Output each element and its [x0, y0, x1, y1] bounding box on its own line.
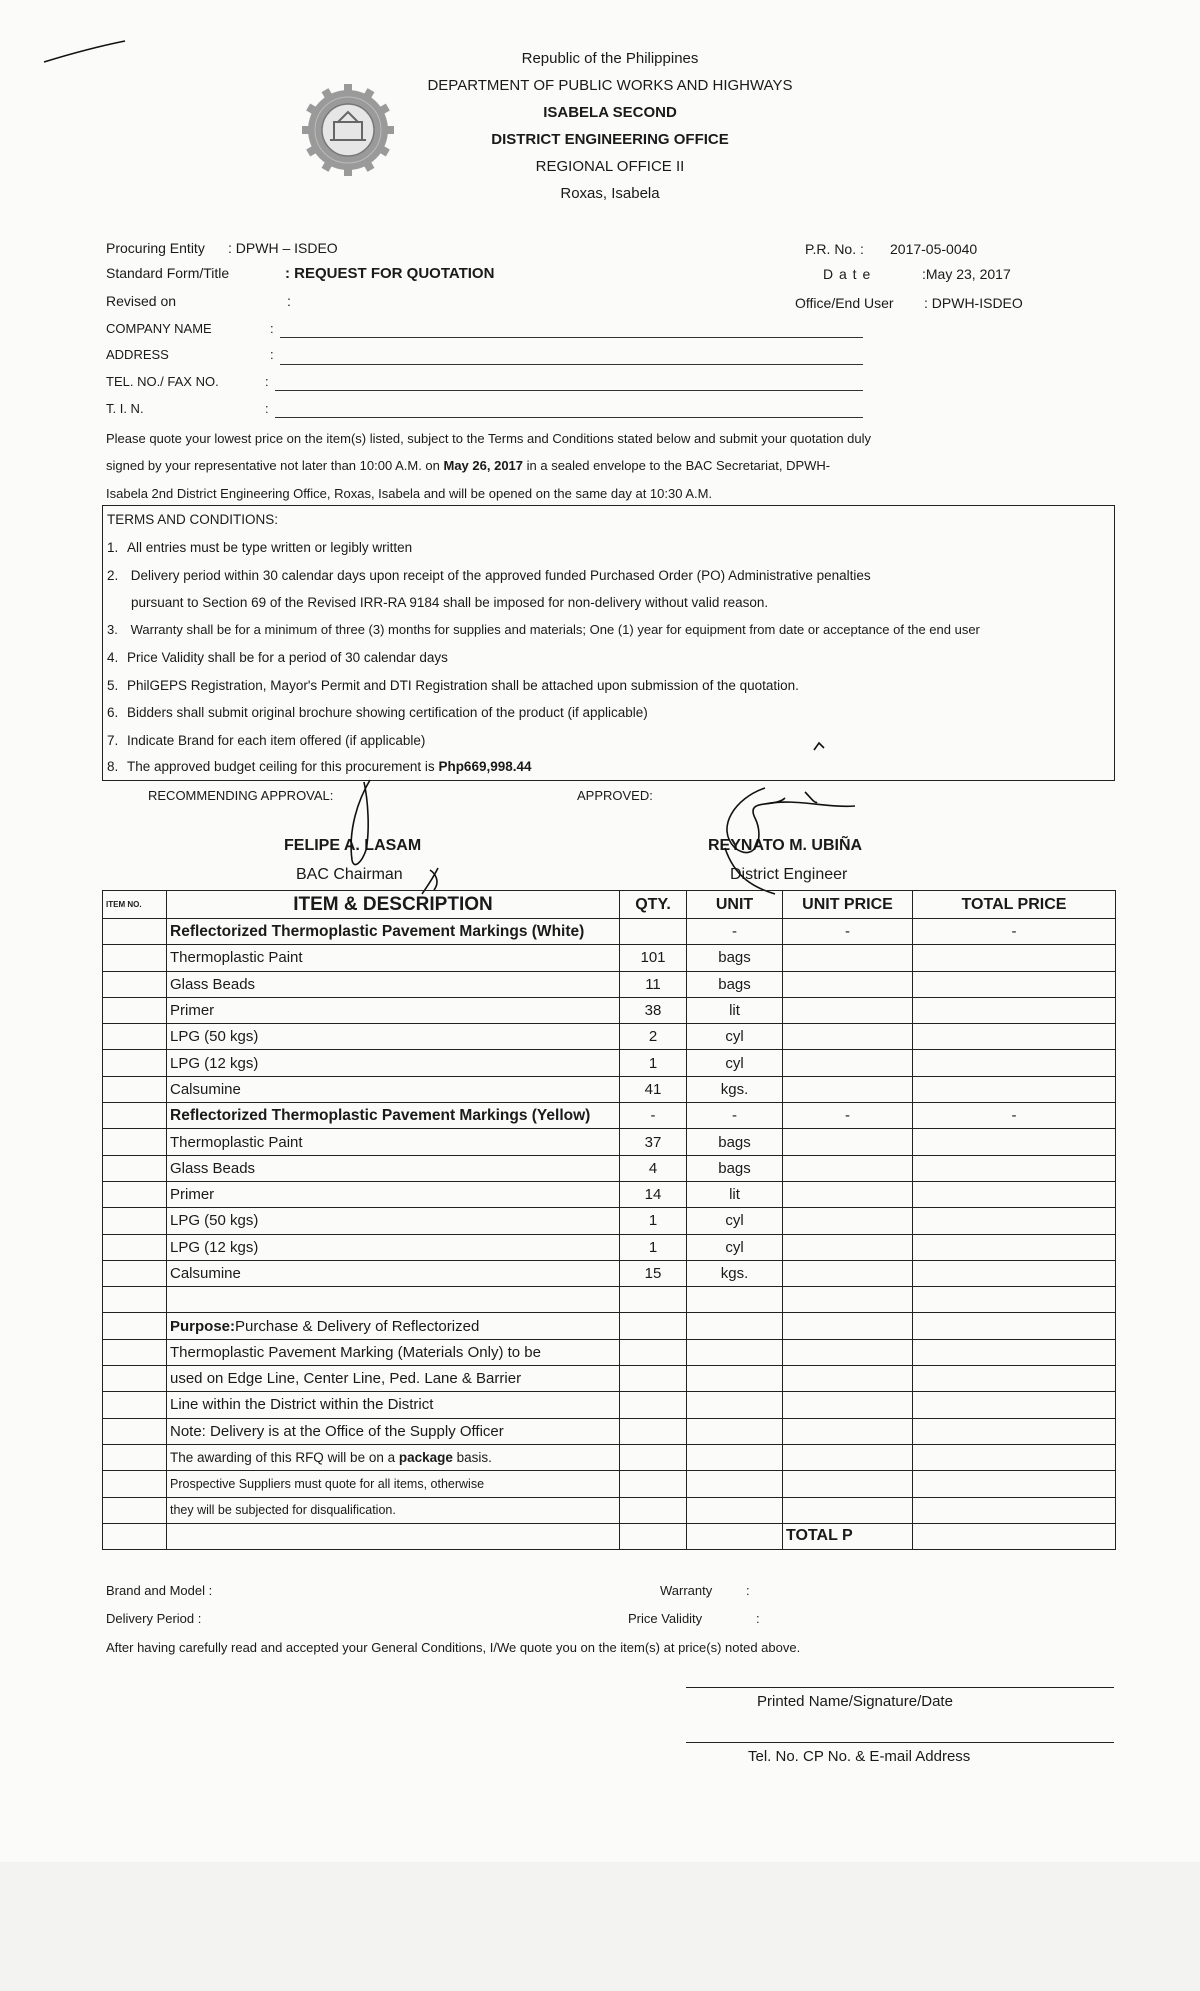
group-title-yellow: Reflectorized Thermoplastic Pavement Markings (Yellow) — [167, 1103, 620, 1129]
item-qty: 15 — [620, 1260, 687, 1286]
validity-label: Price Validity — [628, 1611, 703, 1626]
dash: - — [687, 919, 783, 945]
warranty-colon: : — [746, 1583, 750, 1598]
contact-caption: Tel. No. CP No. & E-mail Address — [748, 1748, 971, 1765]
item-desc: Calsumine — [167, 1076, 620, 1102]
item-desc: LPG (12 kgs) — [167, 1234, 620, 1260]
unit-price-cell[interactable] — [783, 1234, 913, 1260]
table-row — [103, 1260, 1116, 1286]
unit-price-cell[interactable] — [783, 1024, 913, 1050]
form-label: Standard Form/Title — [106, 265, 230, 281]
table-row — [103, 1155, 1116, 1181]
table-row — [103, 1024, 1116, 1050]
intro-line2-c: in a sealed envelope to the BAC Secretariat, DPWH- — [523, 458, 831, 473]
office-value: : DPWH-ISDEO — [924, 295, 1023, 311]
tel-label: TEL. NO./ FAX NO. — [106, 374, 219, 389]
recommender-name: FELIPE A. LASAM — [284, 837, 422, 854]
revised-label: Revised on — [106, 293, 177, 309]
table-row — [103, 1050, 1116, 1076]
date-value: :May 23, 2017 — [922, 266, 1011, 282]
total-price-cell[interactable] — [913, 1024, 1116, 1050]
header-isabela: ISABELA SECOND — [543, 104, 677, 121]
total-price-cell[interactable] — [913, 1076, 1116, 1102]
group-row-white — [103, 919, 1116, 945]
procuring-value: : DPWH – ISDEO — [228, 240, 338, 256]
terms-title: TERMS AND CONDITIONS: — [107, 512, 279, 527]
col-total-price: TOTAL PRICE — [913, 891, 1116, 919]
award-row — [103, 1444, 1116, 1470]
col-item-no: ITEM NO. — [103, 891, 167, 919]
warranty-label: Warranty — [660, 1583, 713, 1598]
table-row — [103, 1076, 1116, 1102]
table-row — [103, 1129, 1116, 1155]
item-unit: bags — [687, 1155, 783, 1181]
unit-price-cell[interactable] — [783, 971, 913, 997]
procuring-label: Procuring Entity — [106, 240, 205, 256]
purpose-line4: Line within the District within the District — [167, 1392, 620, 1418]
delivery-label: Delivery Period : — [106, 1611, 202, 1626]
term-4-text: Price Validity shall be for a period of 30 calendar days — [127, 650, 448, 665]
total-price-cell[interactable] — [913, 1129, 1116, 1155]
unit-price-cell[interactable] — [783, 1155, 913, 1181]
signature-caption: Printed Name/Signature/Date — [757, 1693, 953, 1710]
terms-box — [102, 505, 1115, 781]
purpose-row — [103, 1313, 1116, 1339]
term-2-text-b: pursuant to Section 69 of the Revised IRR-RA 9184 shall be imposed for non-delivery without valid reason. — [131, 595, 769, 610]
item-unit: lit — [687, 1181, 783, 1207]
revised-colon: : — [287, 293, 291, 309]
tin-colon: : — [265, 401, 269, 416]
award-c: basis. — [452, 1450, 492, 1466]
approved-label: APPROVED: — [577, 788, 653, 803]
item-unit: cyl — [687, 1050, 783, 1076]
pr-value: 2017-05-0040 — [890, 241, 978, 257]
col-unit-price: UNIT PRICE — [783, 891, 913, 919]
total-price-cell[interactable] — [913, 1260, 1116, 1286]
purpose-line3: used on Edge Line, Center Line, Ped. Lane & Barrier — [167, 1366, 620, 1392]
unit-price-cell[interactable] — [783, 945, 913, 971]
unit-price-cell[interactable] — [783, 1181, 913, 1207]
intro-line1: Please quote your lowest price on the item(s) listed, subject to the Terms and Conditions stated below and submit your quotation duly — [106, 431, 872, 446]
dash: - — [687, 1103, 783, 1129]
item-desc: Thermoplastic Paint — [167, 945, 620, 971]
item-desc: LPG (12 kgs) — [167, 1050, 620, 1076]
item-desc: Thermoplastic Paint — [167, 1129, 620, 1155]
total-label: TOTAL P — [783, 1523, 913, 1549]
unit-price-cell[interactable] — [783, 1208, 913, 1234]
purpose-row — [103, 1366, 1116, 1392]
intro-deadline: May 26, 2017 — [443, 458, 524, 473]
term-6-text: Bidders shall submit original brochure showing certification of the product (if applicable) — [127, 705, 648, 720]
item-qty: 2 — [620, 1024, 687, 1050]
item-unit: lit — [687, 997, 783, 1023]
award-note — [167, 1444, 620, 1470]
unit-price-cell[interactable] — [783, 997, 913, 1023]
item-desc: Primer — [167, 1181, 620, 1207]
pr-label: P.R. No. : — [805, 241, 864, 257]
item-qty: 11 — [620, 971, 687, 997]
item-unit: kgs. — [687, 1076, 783, 1102]
item-desc: LPG (50 kgs) — [167, 1208, 620, 1234]
table-row — [103, 945, 1116, 971]
total-price-cell[interactable] — [913, 945, 1116, 971]
item-unit: cyl — [687, 1024, 783, 1050]
unit-price-cell[interactable] — [783, 1260, 913, 1286]
purpose-row — [103, 1392, 1116, 1418]
item-desc: Calsumine — [167, 1260, 620, 1286]
item-desc: Primer — [167, 997, 620, 1023]
contact-line[interactable] — [686, 1742, 1114, 1743]
award-package: package — [398, 1450, 453, 1466]
dash: - — [620, 1103, 687, 1129]
address-colon: : — [270, 347, 274, 362]
approver-name: REYNATO M. UBIÑA — [708, 837, 863, 854]
unit-price-cell[interactable] — [783, 1076, 913, 1102]
unit-price-cell[interactable] — [783, 1050, 913, 1076]
term-5: 5. PhilGEPS Registration, Mayor's Permit and DTI Registration shall be attached upon submission of the quotation. — [107, 678, 799, 693]
term-5-text: PhilGEPS Registration, Mayor's Permit and DTI Registration shall be attached upon submission of the quotation. — [127, 678, 799, 693]
recommending-label: RECOMMENDING APPROVAL: — [148, 788, 334, 803]
dash: - — [783, 1103, 913, 1129]
total-price-cell[interactable] — [913, 997, 1116, 1023]
date-label: D a t e — [823, 266, 872, 282]
term-7-text: Indicate Brand for each item offered (if applicable) — [127, 733, 426, 748]
group-row-yellow — [103, 1103, 1116, 1129]
brand-label: Brand and Model : — [106, 1583, 213, 1598]
intro-line3: Isabela 2nd District Engineering Office, Roxas, Isabela and will be opened on the same day at 10:30 A.M. — [106, 486, 713, 501]
item-unit: kgs. — [687, 1260, 783, 1286]
table-row — [103, 1181, 1116, 1207]
dash: - — [913, 919, 1116, 945]
item-qty: 38 — [620, 997, 687, 1023]
purpose-line1: Purchase & Delivery of Reflectorized — [235, 1317, 480, 1335]
term-1: 1. All entries must be type written or legibly written — [107, 540, 413, 555]
prospective-row — [103, 1471, 1116, 1497]
items-table — [102, 890, 1116, 1550]
term-3-text: Warranty shall be for a minimum of three (3) months for supplies and materials; One (1) year for equipment from date or acceptance of the end user — [130, 622, 980, 637]
prospective-line2: they will be subjected for disqualification. — [167, 1497, 620, 1523]
term-8-text: The approved budget ceiling for this procurement is — [127, 759, 439, 774]
item-desc: LPG (50 kgs) — [167, 1024, 620, 1050]
company-label: COMPANY NAME — [106, 321, 212, 336]
col-description: ITEM & DESCRIPTION — [167, 891, 620, 919]
header-location: Roxas, Isabela — [560, 185, 660, 202]
col-unit: UNIT — [687, 891, 783, 919]
tel-colon: : — [265, 374, 269, 389]
approver-signature — [705, 778, 885, 898]
term-4: 4. Price Validity shall be for a period of 30 calendar days — [107, 650, 448, 665]
grand-total-cell[interactable] — [913, 1523, 1116, 1549]
total-price-cell[interactable] — [913, 1208, 1116, 1234]
item-qty: 1 — [620, 1234, 687, 1260]
dash: - — [783, 919, 913, 945]
pen-tick-mark — [812, 740, 826, 752]
delivery-note: Note: Delivery is at the Office of the Supply Officer — [167, 1418, 620, 1444]
term-6: 6. Bidders shall submit original brochure showing certification of the product (if applicable) — [107, 705, 648, 720]
signature-line[interactable] — [686, 1687, 1114, 1688]
total-row — [103, 1523, 1116, 1549]
header-republic: Republic of the Philippines — [521, 50, 699, 67]
term-8: 8. The approved budget ceiling for this procurement is Php669,998.44 — [107, 759, 532, 774]
intro-line2 — [106, 458, 830, 473]
table-header-row — [103, 891, 1116, 919]
col-qty: QTY. — [620, 891, 687, 919]
total-price-cell[interactable] — [913, 1234, 1116, 1260]
table-row — [103, 997, 1116, 1023]
acceptance-statement: After having carefully read and accepted your General Conditions, I/We quote you on the item(s) at price(s) noted above. — [106, 1640, 801, 1655]
approver-title: District Engineer — [730, 866, 848, 883]
item-unit: bags — [687, 971, 783, 997]
table-row — [103, 971, 1116, 997]
term-2: 2. Delivery period within 30 calendar days upon receipt of the approved funded Purchased Order (PO) Administrative penalties — [107, 568, 871, 583]
tin-label: T. I. N. — [106, 401, 144, 416]
purpose-line2: Thermoplastic Pavement Marking (Materials Only) to be — [167, 1339, 620, 1365]
intro-line2-a: signed by your representative not later than 10:00 A.M. on — [106, 458, 444, 473]
item-unit: bags — [687, 1129, 783, 1155]
blank-row — [103, 1287, 1116, 1313]
company-colon: : — [270, 321, 274, 336]
total-price-cell[interactable] — [913, 1181, 1116, 1207]
validity-colon: : — [756, 1611, 760, 1626]
header-regional: REGIONAL OFFICE II — [535, 158, 685, 175]
item-unit: bags — [687, 945, 783, 971]
item-desc: Glass Beads — [167, 1155, 620, 1181]
tel-field[interactable] — [275, 390, 863, 391]
total-price-cell[interactable] — [913, 1155, 1116, 1181]
prospective-line1: Prospective Suppliers must quote for all items, otherwise — [167, 1471, 620, 1497]
form-value: : REQUEST FOR QUOTATION — [285, 265, 495, 282]
term-2-text-a: Delivery period within 30 calendar days upon receipt of the approved funded Purchased Order (PO) Administrative penalties — [130, 568, 871, 583]
tin-field[interactable] — [275, 417, 863, 418]
purpose-row — [103, 1339, 1116, 1365]
table-row — [103, 1208, 1116, 1234]
prospective-row — [103, 1497, 1116, 1523]
term-3: 3. Warranty shall be for a minimum of three (3) months for supplies and materials; One (1) year for equipment from date or acceptance of the end user — [107, 622, 980, 637]
dash: - — [913, 1103, 1116, 1129]
term-1-text: All entries must be type written or legibly written — [127, 540, 413, 555]
purpose-text — [167, 1313, 620, 1339]
header-department: DEPARTMENT OF PUBLIC WORKS AND HIGHWAYS — [427, 77, 793, 94]
address-field[interactable] — [280, 364, 863, 365]
table-row — [103, 1234, 1116, 1260]
company-field[interactable] — [280, 337, 863, 338]
item-qty: 4 — [620, 1155, 687, 1181]
recommender-signature — [318, 770, 478, 900]
unit-price-cell[interactable] — [783, 1129, 913, 1155]
recommender-title: BAC Chairman — [296, 866, 403, 883]
item-qty: 14 — [620, 1181, 687, 1207]
item-qty: 37 — [620, 1129, 687, 1155]
header-district-office: DISTRICT ENGINEERING OFFICE — [491, 131, 729, 148]
group-title-white: Reflectorized Thermoplastic Pavement Markings (White) — [167, 919, 620, 945]
item-qty: 1 — [620, 1050, 687, 1076]
item-qty: 1 — [620, 1208, 687, 1234]
item-qty: 101 — [620, 945, 687, 971]
address-label: ADDRESS — [106, 347, 169, 362]
item-qty: 41 — [620, 1076, 687, 1102]
award-a: The awarding of this RFQ will be on a — [170, 1450, 399, 1466]
purpose-label: Purpose: — [170, 1317, 236, 1335]
item-unit: cyl — [687, 1234, 783, 1260]
budget-ceiling: Php669,998.44 — [438, 759, 532, 774]
total-price-cell[interactable] — [913, 1050, 1116, 1076]
office-label: Office/End User — [795, 295, 894, 311]
term-7: 7. Indicate Brand for each item offered (if applicable) — [107, 733, 426, 748]
item-desc: Glass Beads — [167, 971, 620, 997]
scan-edge — [0, 1862, 1200, 1991]
item-unit: cyl — [687, 1208, 783, 1234]
total-price-cell[interactable] — [913, 971, 1116, 997]
note-row — [103, 1418, 1116, 1444]
